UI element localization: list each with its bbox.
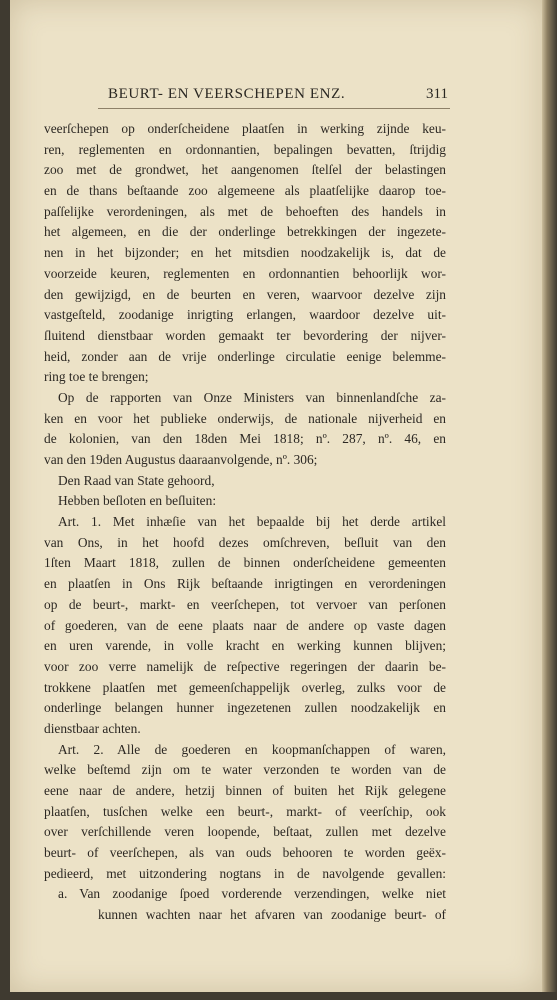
page-bottom-shadow [0,992,557,1000]
text-line: of goederen, van de eene plaats naar de andere op vaste dagen [44,617,446,633]
paragraph-start: Den Raad van State gehoord, [58,472,215,488]
text-line: nen in het bijzonder; en het mitsdien noodzakelijk is, dat de [44,245,446,261]
subclause-start: a. Van zoodanige ſpoed vorderende verzendingen, welke niet [58,886,446,902]
running-head: BEURT- EN VEERSCHEPEN ENZ. [108,86,346,102]
text-line: vastgeſteld, zoodanige inrigting erlangen, waardoor dezelve uit- [44,307,446,323]
article-start: Art. 2. Alle de goederen en koopmanſchappen of waren, [58,741,446,757]
paragraph-start: Op de rapporten van Onze Ministers van binnenlandſche za- [58,389,446,405]
body-text [44,119,446,926]
text-line: eene naar de andere, hetzij binnen of buiten het Rijk gelegene [44,783,446,798]
article-start: Art. 1. Met inhæſie van het bepaalde bij het derde artikel [58,514,446,530]
text-line: voorzeide keuren, reglementen en ordonnantien behoorlijk wor- [44,265,446,281]
text-line: heid, zonder aan de vrije onderlinge circulatie eenige belemme- [44,348,446,364]
text-line: op de beurt-, markt- en veerſchepen, tot vervoer van perſonen [44,596,446,612]
text-line: paſſelijke verordeningen, als met de behoeften des handels in [44,203,446,219]
text-line: onderlinge belangen hunner ingezetenen zullen noodzakelijk en [44,700,446,716]
text-line: 1ſten Maart 1818, zullen de binnen onderſcheidene gemeenten [44,555,446,571]
text-line: ren, reglementen en ordonnantien, bepalingen bevatten, ſtrijdig [44,141,446,157]
text-line: ſluitend dienstbaar worden gemaakt ter bevordering der nijver- [44,327,446,343]
text-line: welke beſtemd zijn om te water verzonden te worden van de [44,762,446,778]
text-line: zoo met de grondwet, het aangenomen ſtelſel der belastingen [44,162,446,178]
text-line: en plaatſen in Ons Rijk beſtaande inrigtingen en verordeningen [44,576,446,592]
text-line: den gewijzigd, en de beurten en veren, waarvoor dezelve zijn [44,286,446,302]
book-page [10,0,542,992]
text-line: van den 19den Augustus daaraanvolgende, nº. 306; [44,452,318,467]
header-rule [98,108,450,109]
text-line: het algemeen, en die der onderlinge betrekkingen der ingezete- [44,224,446,240]
text-line: dienstbaar achten. [44,720,141,736]
page-header [108,86,448,108]
text-line: en de thans beſtaande zoo algemeene als plaatſelijke daarop toe- [44,183,446,199]
text-line: de kolonien, van den 18den Mei 1818; nº. 287, nº. 46, en [44,431,446,447]
text-line: veerſchepen op onderſcheidene plaatſen in werking zijnde keu- [44,121,446,136]
text-line: trokkene plaatſen met gemeenſchappelijk overleg, zulks voor de [44,679,446,695]
text-line: ring toe te brengen; [44,369,149,385]
text-line: voor zoo verre namelijk de reſpective regeringen der daarin be- [44,658,446,674]
page-number: 311 [426,86,448,102]
text-line: plaatſen, tusſchen welke een beurt-, markt- of veerſchip, ook [44,803,446,819]
text-line: en uren varende, in volle kracht en werking kunnen blijven; [44,638,446,654]
paragraph-start: Hebben beſloten en beſluiten: [58,493,217,509]
text-line: over verſchillende veren loopende, beſtaat, zullen met dezelve [44,824,446,840]
text-line: kunnen wachten naar het afvaren van zoodanige beurt- of [98,907,446,923]
page-edge-shadow [542,0,557,1000]
text-line: ken en voor het publieke onderwijs, de nationale nijverheid en [44,410,446,426]
text-line: beurt- of veerſchepen, als van ouds behooren te worden geëx- [44,845,446,861]
text-line: pedieerd, met uitzondering nogtans in de navolgende gevallen: [44,865,446,881]
text-line: van Ons, in het hoofd dezes omſchreven, beſluit van den [44,534,446,550]
